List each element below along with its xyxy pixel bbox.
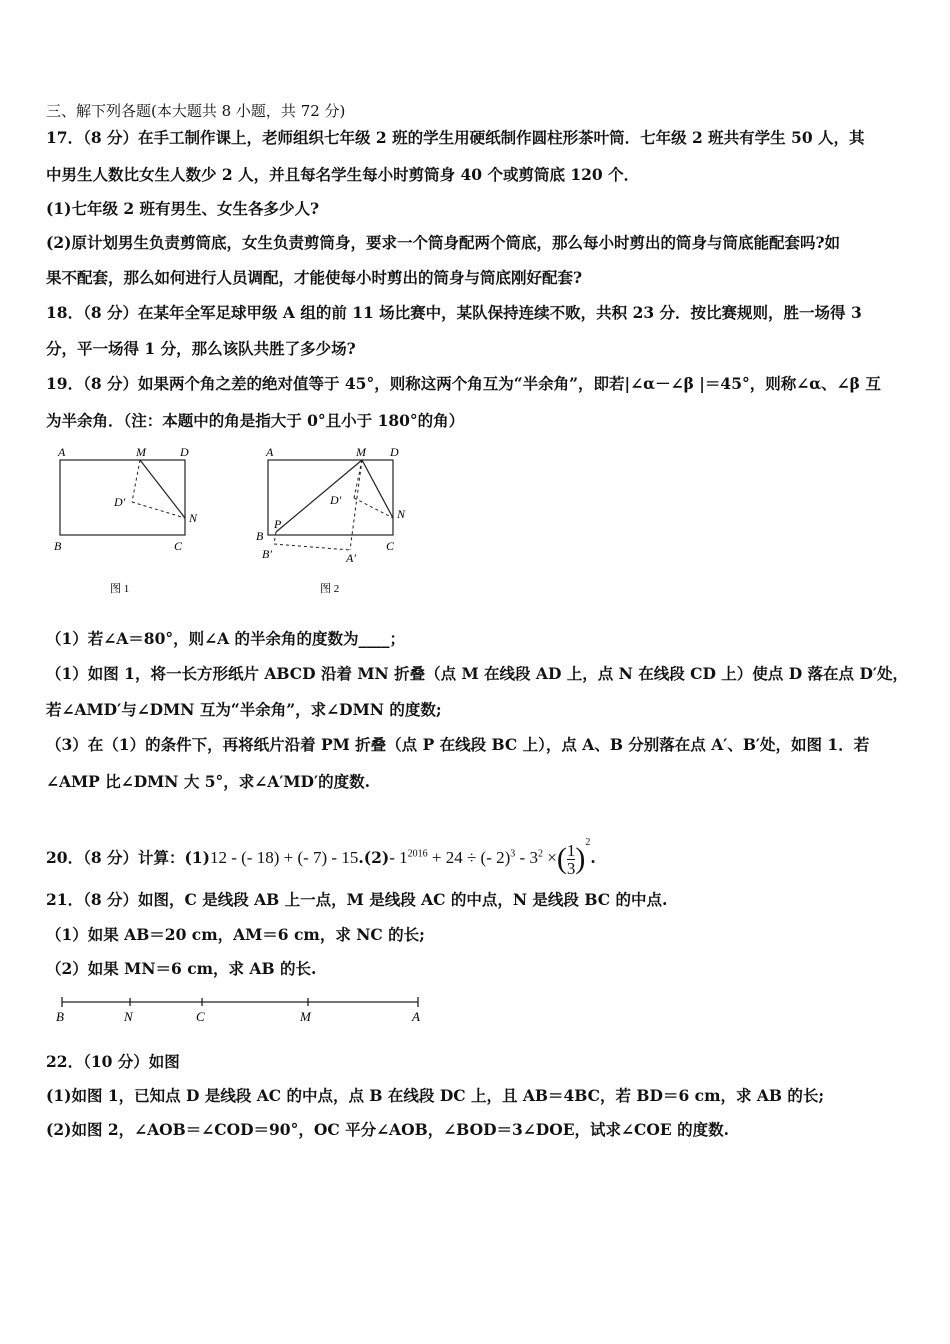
seg-label-m: M: [300, 1009, 311, 1024]
q17-line2: 中男生人数比女生人数少 2 人，并且每名学生每小时剪筒身 40 个或剪筒底 120 个．: [46, 165, 640, 184]
q19-line2: 为半余角．（注：本题中的角是指大于 0°且小于 180°的角）: [46, 411, 465, 430]
q21-sub1: （1）如果 AB＝20 cm，AM＝6 cm，求 NC 的长;: [46, 925, 425, 944]
q21-sub2: （2）如果 MN＝6 cm，求 AB 的长.: [46, 959, 317, 978]
q20-prefix: 20．（8 分）计算：(1): [46, 848, 210, 867]
q20-expr1: 12 - (- 18) + (- 7) - 15: [209, 848, 359, 867]
fig1-caption: 图 1: [110, 583, 130, 595]
q19-line1: 19．（8 分）如果两个角之差的绝对值等于 45°，则称这两个角互为“半余角”，即若|∠α－∠β |＝45°，则称∠α、∠β 互: [46, 374, 881, 393]
fig2-label-m: M: [356, 445, 366, 459]
fig1-label-m: M: [136, 445, 146, 459]
fig1-label-b: B: [54, 539, 62, 553]
fig1-label-dprime: D′: [114, 495, 126, 509]
q17-part1: (1)七年级 2 班有男生、女生各多少人?: [46, 199, 320, 218]
q22-line1: 22．（10 分）如图: [46, 1052, 180, 1071]
q19-sub3b: ∠AMP 比∠DMN 大 5°，求∠A′MD′的度数.: [46, 772, 370, 791]
fig1-label-d: D: [180, 445, 189, 459]
q17-line1: 17．（8 分）在手工制作课上，老师组织七年级 2 班的学生用硬纸制作圆柱形茶叶筒．七年级 2 班共有学生 50 人，其: [46, 128, 865, 147]
q20-end: .: [590, 848, 596, 867]
q19-sub1: （1）若∠A＝80°，则∠A 的半余角的度数为____；: [46, 629, 406, 648]
fig2-label-d: D: [390, 445, 399, 459]
q20-line: [46, 823, 596, 878]
q19-sub2b: 若∠AMD′与∠DMN 互为“半余角”，求∠DMN 的度数;: [46, 700, 442, 719]
fig2-label-bprime: B′: [262, 547, 272, 561]
fig1-label-a: A: [58, 445, 66, 459]
q21-segment-figure: [50, 990, 430, 1026]
fig2-label-b: B: [256, 529, 264, 543]
q19-figure-1: [50, 440, 220, 600]
q17-part2a: (2)原计划男生负责剪筒底，女生负责剪筒身，要求一个筒身配两个筒底，那么每小时剪出的筒身与筒底能配套吗?如: [46, 233, 841, 252]
q18-line2: 分，平一场得 1 分，那么该队共胜了多少场?: [46, 339, 356, 358]
q19-sub3a: （3）在（1）的条件下，再将纸片沿着 PM 折叠（点 P 在线段 BC 上），点 A、B 分别落在点 A′、B′处，如图 1．若: [46, 735, 870, 754]
q19-sub2a: （1）如图 1，将一长方形纸片 ABCD 沿着 MN 折叠（点 M 在线段 AD 上，点 N 在线段 CD 上）使点 D 落在点 D′处，: [46, 664, 908, 683]
q18-line1: 18．（8 分）在某年全军足球甲级 A 组的前 11 场比赛中，某队保持连续不败，共积 23 分．按比赛规则，胜一场得 3: [46, 303, 862, 322]
fig2-label-p: P: [274, 517, 282, 531]
seg-label-c: C: [196, 1009, 205, 1024]
section-title: 三、解下列各题(本大题共 8 小题，共 72 分): [46, 102, 346, 120]
q21-line1: 21．（8 分）如图，C 是线段 AB 上一点，M 是线段 AC 的中点，N 是线段 BC 的中点.: [46, 890, 668, 909]
fig2-label-dprime: D′: [330, 493, 342, 507]
fig1-label-c: C: [174, 539, 183, 553]
q22-sub2: (2)如图 2，∠AOB＝∠COD＝90°，OC 平分∠AOB，∠BOD＝3∠DOE，试求∠COE 的度数.: [46, 1120, 729, 1139]
fig1-label-n: N: [189, 511, 198, 525]
q20-expr2: - $1^{2016} + 24$ ÷ (- $2)^3 - 3^2$ ×( $\frac{1}{3}$ )$^2$: [389, 837, 591, 878]
fig2-label-a: A: [266, 445, 274, 459]
seg-label-a: A: [412, 1009, 420, 1024]
fig2-label-c: C: [386, 539, 395, 553]
fig2-caption: 图 2: [320, 583, 340, 595]
q20-sep: .(2): [358, 848, 390, 867]
q19-figure-2: [250, 440, 420, 600]
q22-sub1: (1)如图 1，已知点 D 是线段 AC 的中点，点 B 在线段 DC 上，且 AB＝4BC，若 BD＝6 cm，求 AB 的长;: [46, 1086, 825, 1105]
fig2-label-aprime: A′: [346, 551, 356, 565]
q17-part2b: 果不配套，那么如何进行人员调配，才能使每小时剪出的筒身与筒底刚好配套?: [46, 268, 583, 287]
fig2-label-n: N: [397, 507, 406, 521]
seg-label-b: B: [56, 1009, 64, 1024]
seg-label-n: N: [124, 1009, 133, 1024]
